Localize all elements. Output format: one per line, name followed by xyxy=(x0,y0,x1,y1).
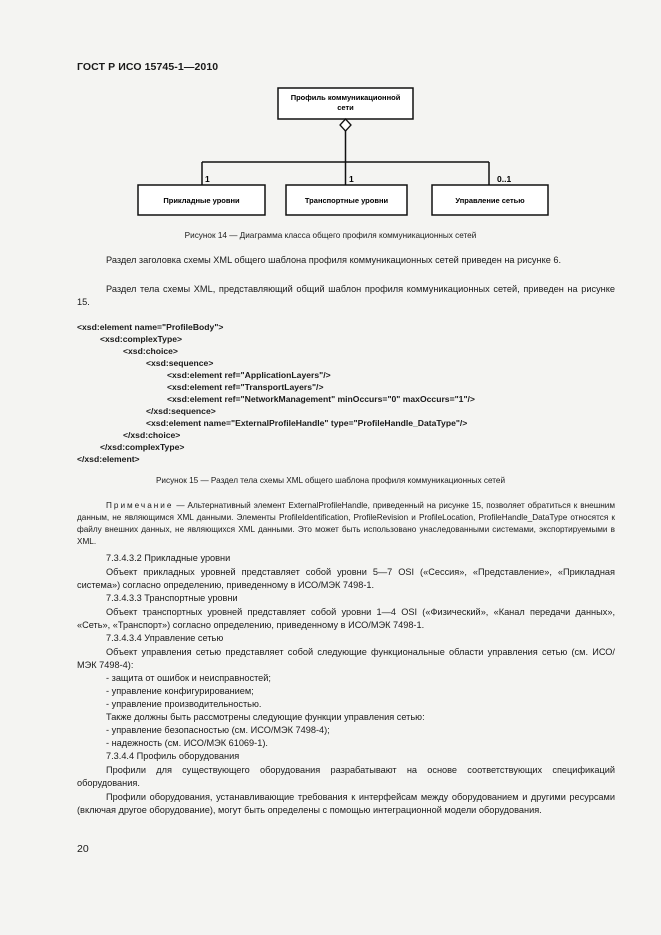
paragraph-header-section: Раздел заголовка схемы XML общего шаблона профиля коммуникационных сетей приведен на рисунке 6. xyxy=(106,255,562,265)
section-text-7-3-4-4-p2: Профили оборудования, устанавливающие требования к интерфейсам между оборудованием и другими ресурсами (включая другое оборудование), могут быть определены с помощью интеграционной модели оборудования. xyxy=(77,792,615,816)
figure-14-caption: Рисунок 14 — Диаграмма класса общего профиля коммуникационных сетей xyxy=(184,231,477,240)
document-header: ГОСТ Р ИСО 15745-1—2010 xyxy=(77,61,219,73)
note-label: Примечание xyxy=(106,501,174,510)
note-paragraph xyxy=(77,500,615,548)
section-heading-7-3-4-3-2: 7.3.4.3.2 Прикладные уровни xyxy=(106,553,231,563)
code-line: </xsd:element> xyxy=(77,454,140,464)
code-line: </xsd:sequence> xyxy=(146,406,216,416)
child-class-label-2: Транспортные уровни xyxy=(304,196,389,205)
section-text-7-3-4-3-3: Объект транспортных уровней представляет собой уровни 1—4 OSI («Физический», «Канал передачи данных», «Сеть», «Транспорт») согласно определению, приведенному в ИСО/МЭК 7498-1. xyxy=(77,607,615,631)
section-text-7-3-4-3-4: Объект управления сетью представляет собой следующие функциональные области управления сетью (см. ИСО/МЭК 7498-4): xyxy=(77,647,615,671)
list-item: - управление безопасностью (см. ИСО/МЭК 7498-4); xyxy=(106,725,330,735)
code-line: <xsd:choice> xyxy=(123,346,178,356)
list-item: - управление конфигурированием; xyxy=(106,686,254,696)
figure-15-caption: Рисунок 15 — Раздел тела схемы XML общего шаблона профиля коммуникационных сетей xyxy=(155,476,506,485)
section-heading-7-3-4-3-4: 7.3.4.3.4 Управление сетью xyxy=(106,633,224,643)
parent-class-label-1: Профиль коммуникационной xyxy=(290,93,401,102)
list-item: - надежность (см. ИСО/МЭК 61069-1). xyxy=(106,738,268,748)
paragraph-body-section: Раздел тела схемы XML, представляющий общий шаблон профиля коммуникационных сетей, приведен на рисунке 15. xyxy=(77,284,615,308)
section-text-7-3-4-3-2: Объект прикладных уровней представляет собой уровни 5—7 OSI («Сессия», «Представление», «Прикладная система») согласно определению, приведенному в ИСО/МЭК 7498-1. xyxy=(77,567,615,591)
class-diagram xyxy=(0,0,661,250)
child-class-label-1: Прикладные уровни xyxy=(163,196,240,205)
list-item: - управление производительностью. xyxy=(106,699,262,709)
code-line: <xsd:complexType> xyxy=(100,334,182,344)
aggregation-diamond-icon xyxy=(340,119,351,131)
section-text-7-3-4-4-p1: Профили для существующего оборудования разрабатывают на основе соответствующих спецификаций оборудования. xyxy=(77,765,615,789)
code-line: <xsd:element ref="TransportLayers"/> xyxy=(167,382,324,392)
also-text: Также должны быть рассмотрены следующие функции управления сетью: xyxy=(106,712,425,722)
code-line: </xsd:complexType> xyxy=(100,442,185,452)
section-heading-7-3-4-3-3: 7.3.4.3.3 Транспортные уровни xyxy=(106,593,238,603)
code-line: <xsd:element name="ExternalProfileHandle" type="ProfileHandle_DataType"/> xyxy=(146,418,468,428)
list-item: - защита от ошибок и неисправностей; xyxy=(106,673,271,683)
multiplicity-1: 1 xyxy=(205,174,210,184)
child-class-label-3: Управление сетью xyxy=(455,196,525,205)
note-text: — Альтернативный элемент ExternalProfileHandle, приведенный на рисунке 15, позволяет обратиться к внешним данным, не являющимся XML данными. Элементы ProfileIdentification, ProfileRevision и ProfileLocation, ProfileHandle_DataType относятся к файлу внешних данных, не являющихся XML данными. Это может быть использовано унаследованными системами, экспортируемыми в XML. xyxy=(77,501,615,546)
multiplicity-2: 1 xyxy=(349,174,354,184)
page-number: 20 xyxy=(77,843,89,855)
multiplicity-3: 0..1 xyxy=(497,174,512,184)
code-line: </xsd:choice> xyxy=(123,430,181,440)
code-line: <xsd:sequence> xyxy=(146,358,214,368)
section-heading-7-3-4-4: 7.3.4.4 Профиль оборудования xyxy=(106,751,240,761)
code-line: <xsd:element ref="ApplicationLayers"/> xyxy=(167,370,331,380)
code-line: <xsd:element name="ProfileBody"> xyxy=(77,322,224,332)
parent-class-label-2: сети xyxy=(337,103,354,112)
code-line: <xsd:element ref="NetworkManagement" minOccurs="0" maxOccurs="1"/> xyxy=(167,394,475,404)
